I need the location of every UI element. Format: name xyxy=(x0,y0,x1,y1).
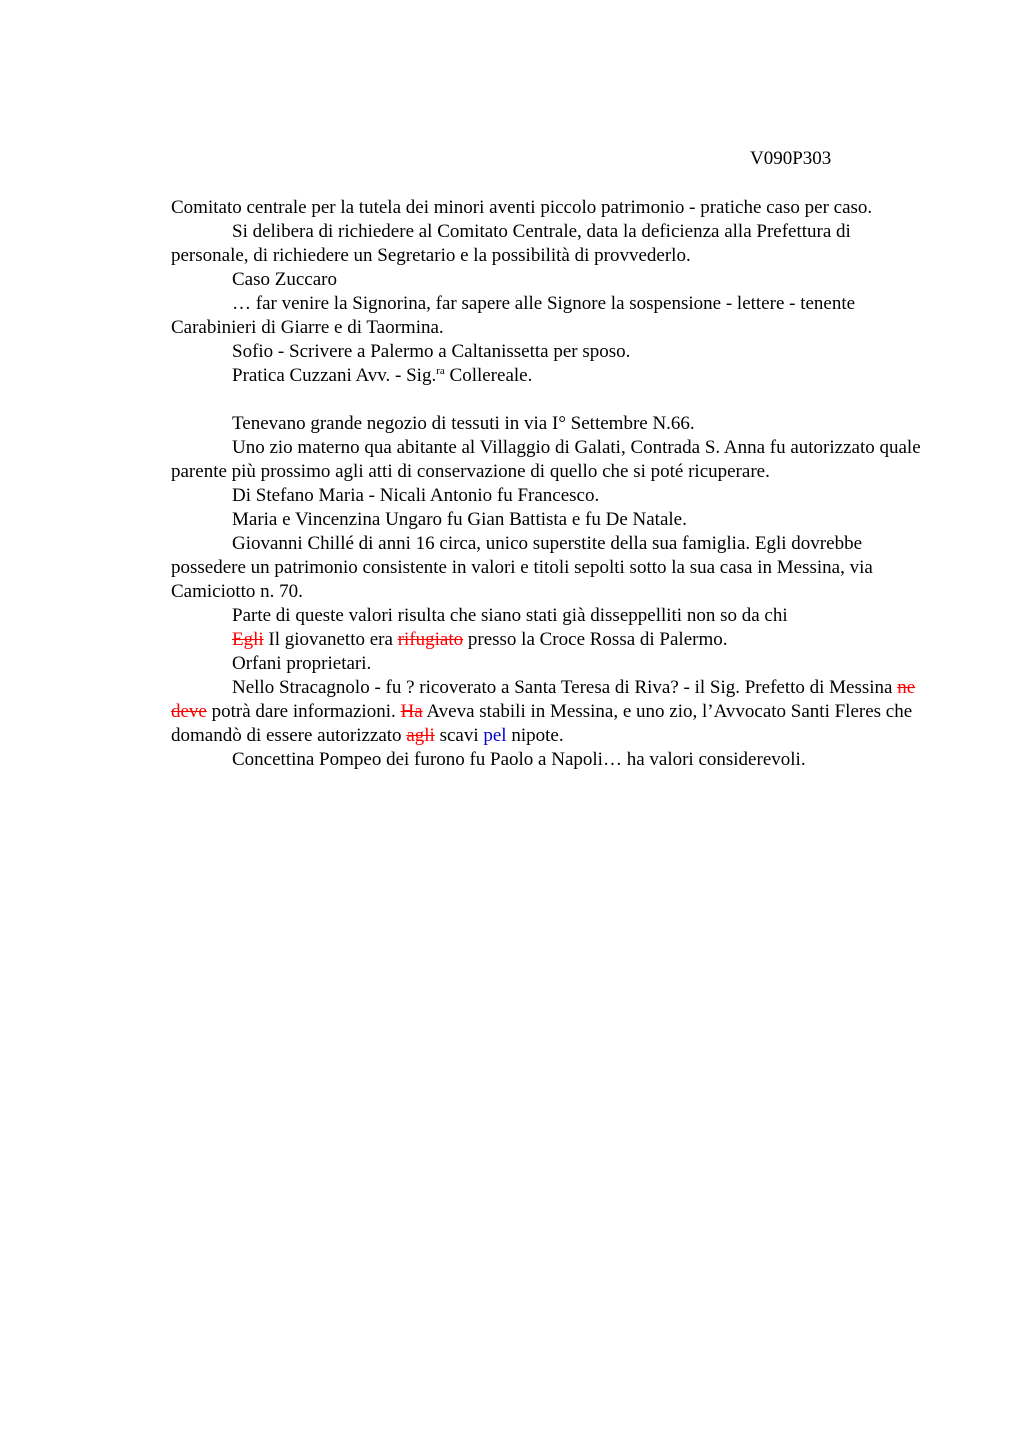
deleted-text: Egli xyxy=(232,629,264,650)
text-segment: presso la Croce Rossa di Palermo. xyxy=(463,629,728,650)
paragraph-caso-zuccaro: Caso Zuccaro xyxy=(232,269,337,290)
paragraph-di-stefano: Di Stefano Maria - Nicali Antonio fu Francesco. xyxy=(232,485,600,506)
inserted-text: pel xyxy=(483,725,507,746)
paragraph-comitato: Comitato centrale per la tutela dei minori aventi piccolo patrimonio - pratiche caso per caso. xyxy=(171,197,873,218)
paragraph-ungaro: Maria e Vincenzina Ungaro fu Gian Battista e fu De Natale. xyxy=(232,509,687,530)
paragraph-stracagnolo xyxy=(171,676,921,748)
text-segment: Nello Stracagnolo - fu ? ricoverato a Santa Teresa di Riva? - il Sig. Prefetto di Messina xyxy=(232,677,898,698)
paragraph-orfani: Orfani proprietari. xyxy=(232,653,372,674)
paragraph-sofio: Sofio - Scrivere a Palermo a Caltanissetta per sposo. xyxy=(232,341,631,362)
paragraph-giovanetto xyxy=(171,628,921,652)
blank-line xyxy=(171,388,921,412)
deleted-text: agli xyxy=(406,725,435,746)
paragraph-pompeo: Concettina Pompeo dei furono fu Paolo a Napoli… ha valori considerevoli. xyxy=(232,749,806,770)
deleted-text: rifugiato xyxy=(397,629,464,650)
page-id: V090P303 xyxy=(750,148,832,169)
text-segment: Collereale. xyxy=(444,365,533,386)
text-segment: Aveva stabili in Messina, e uno zio, l’Avvocato Santi Fleres che domandò di essere autorizzato xyxy=(171,701,913,746)
paragraph-zio-materno: Uno zio materno qua abitante al Villaggio di Galati, Contrada S. Anna fu autorizzato quale parente più prossimo agli atti di conservazione di quello che si poté ricuperare. xyxy=(171,437,921,482)
paragraph-delibera: Si delibera di richiedere al Comitato Centrale, data la deficienza alla Prefettura di personale, di richiedere un Segretario e la possibilità di provvederlo. xyxy=(171,221,851,266)
text-segment: Il giovanetto era xyxy=(263,629,398,650)
deleted-text: ne deve xyxy=(171,677,916,722)
paragraph-signorina: … far venire la Signorina, far sapere alle Signore la sospensione - lettere - tenente Carabinieri di Giarre e di Taormina. xyxy=(171,293,856,338)
deleted-text: Ha xyxy=(400,701,423,722)
text-segment: scavi xyxy=(434,725,484,746)
text-segment: potrà dare informazioni. xyxy=(206,701,401,722)
superscript-ra: ra xyxy=(436,365,445,377)
paragraph-negozio: Tenevano grande negozio di tessuti in via I° Settembre N.66. xyxy=(232,413,695,434)
paragraph-valori: Parte di queste valori risulta che siano stati già disseppelliti non so da chi xyxy=(232,605,788,626)
text-segment: Pratica Cuzzani Avv. - Sig. xyxy=(232,365,437,386)
paragraph-chille: Giovanni Chillé di anni 16 circa, unico superstite della sua famiglia. Egli dovrebbe possedere un patrimonio consistente in valori e titoli sepolti sotto la sua casa in Messina, via Camiciotto n. 70. xyxy=(171,533,873,602)
paragraph-pratica-cuzzani xyxy=(171,364,921,388)
text-segment: nipote. xyxy=(506,725,564,746)
document-body xyxy=(171,196,921,772)
